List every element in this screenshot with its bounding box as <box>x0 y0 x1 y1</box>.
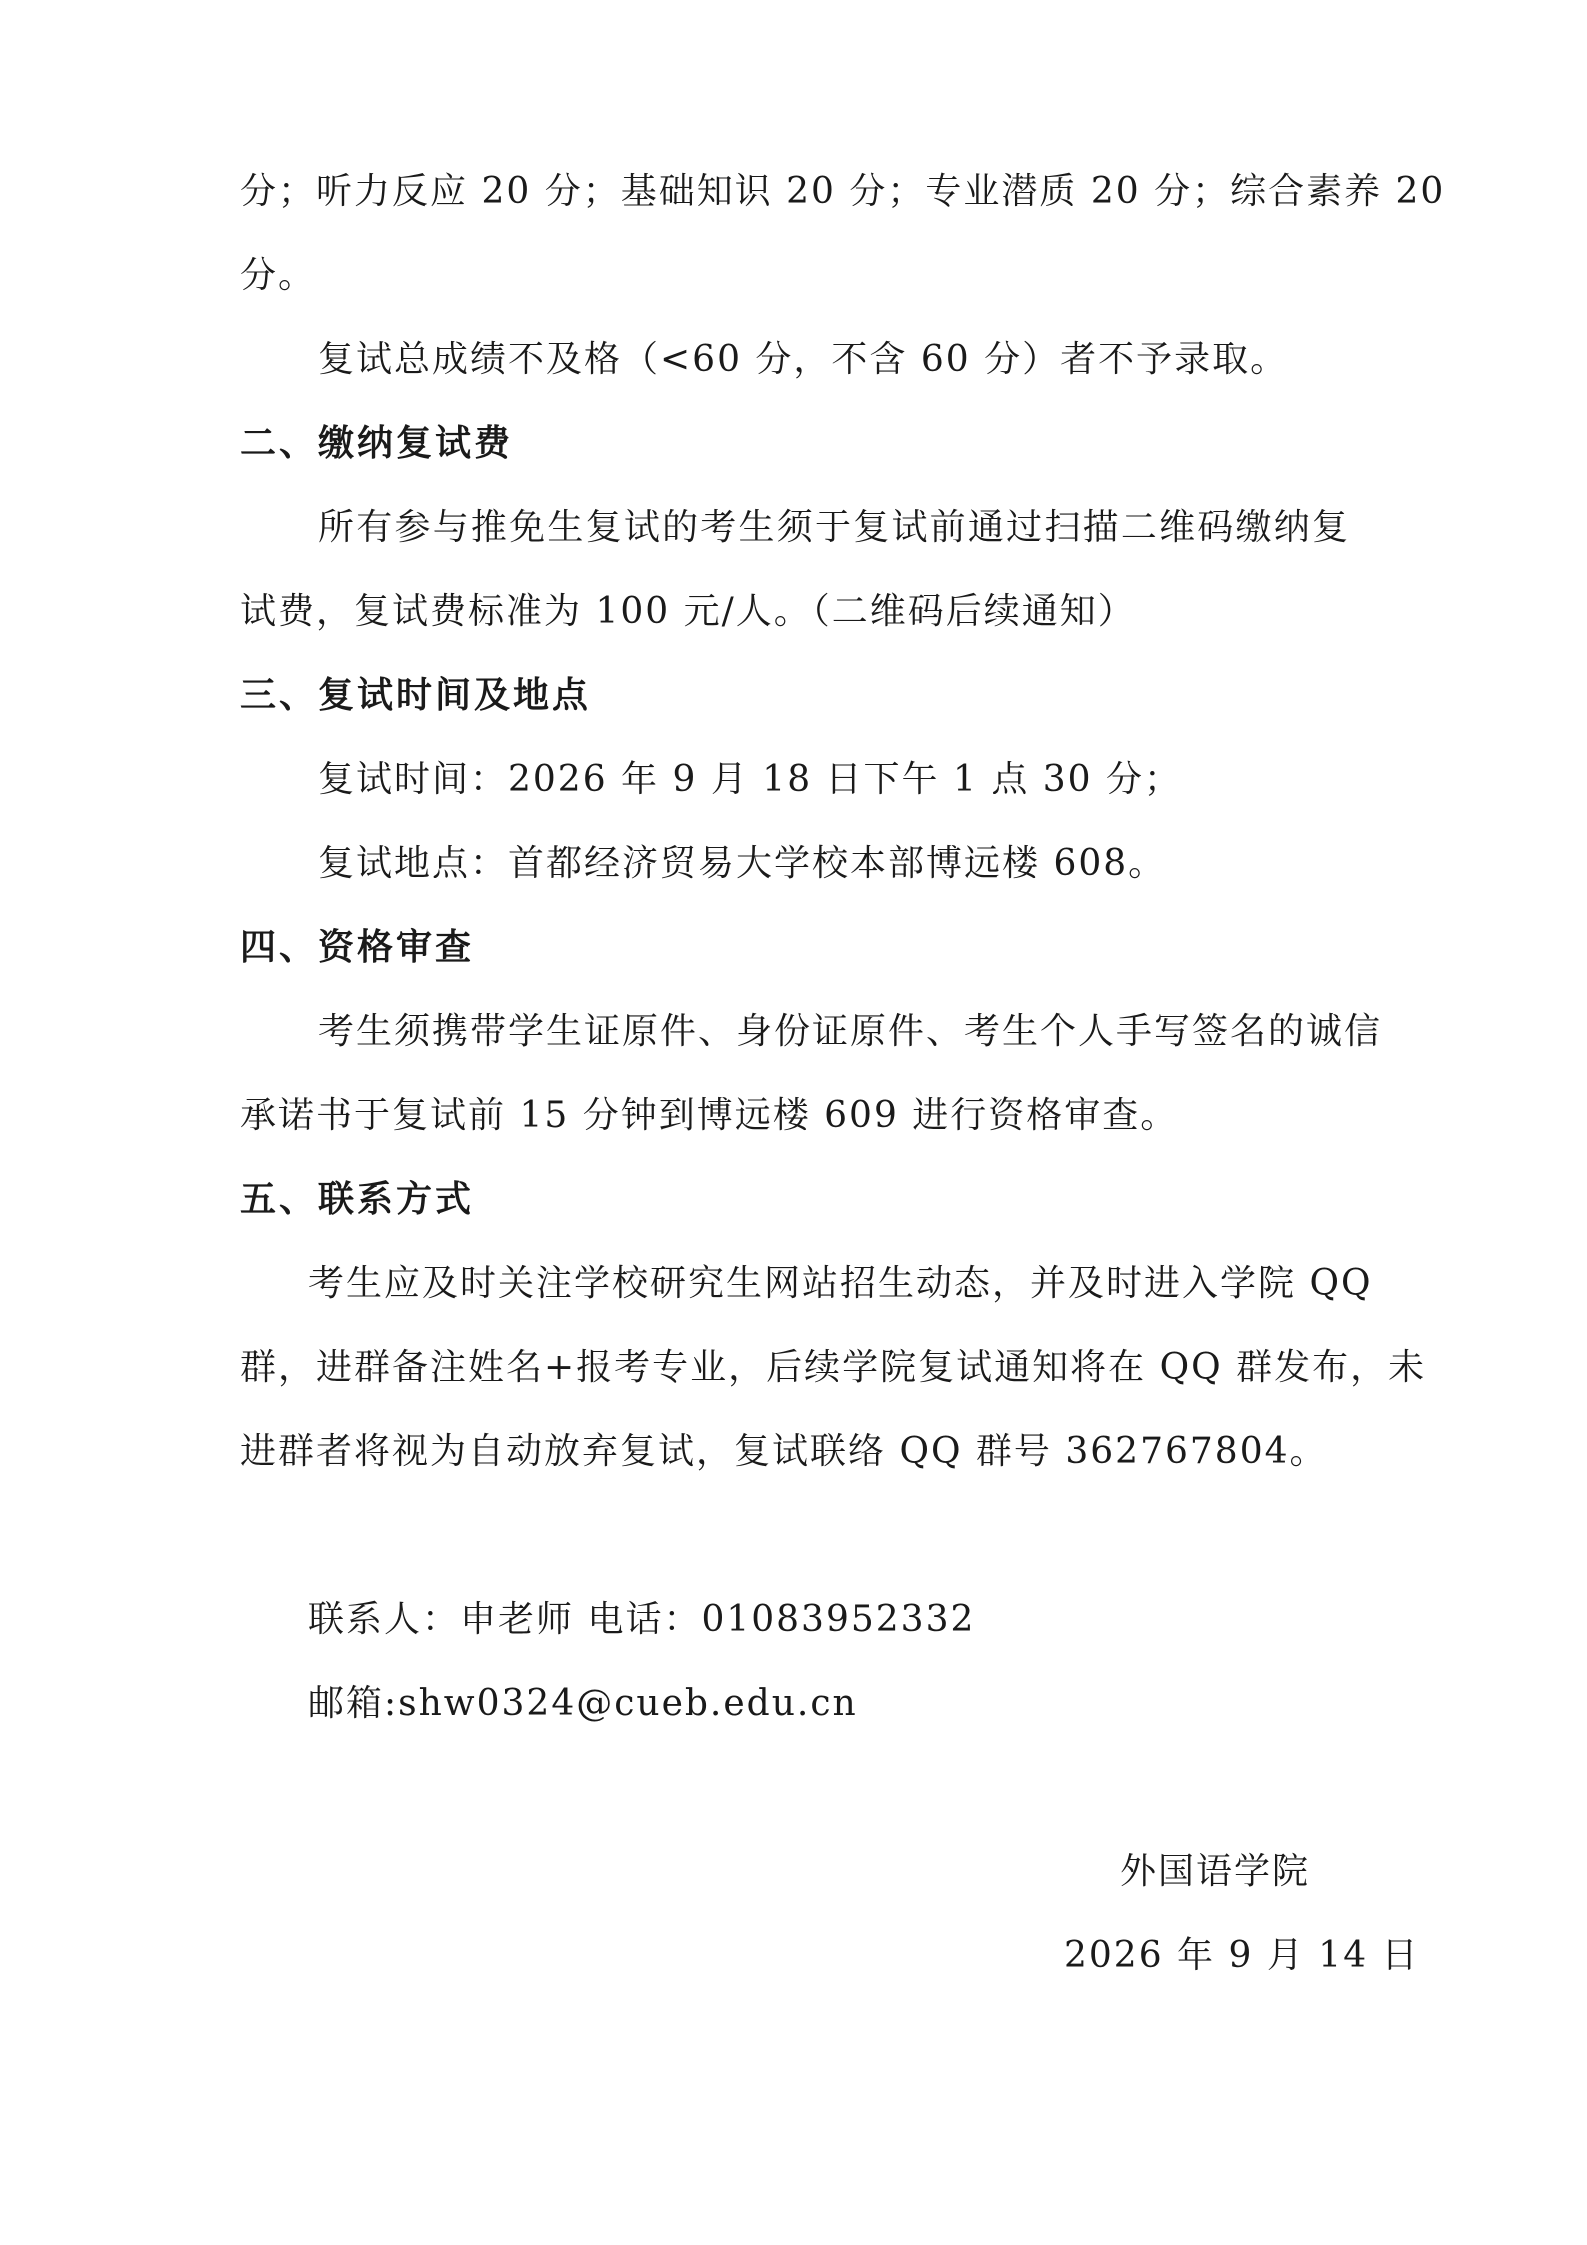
contact-paragraph-line-1: 考生应及时关注学校研究生网站招生动态，并及时进入学院 QQ <box>308 1263 1373 1304</box>
contact-person: 联系人：申老师 电话：01083952332 <box>308 1599 976 1640</box>
signature-date: 2026 年 9 月 14 日 <box>1064 1935 1420 1976</box>
qualification-line-1: 考生须携带学生证原件、身份证原件、考生个人手写签名的诚信 <box>318 1011 1383 1052</box>
section-heading-fee: 二、缴纳复试费 <box>240 423 514 464</box>
fee-paragraph-line-2: 试费，复试费标准为 100 元/人。（二维码后续通知） <box>240 591 1136 632</box>
fee-paragraph-line-1: 所有参与推免生复试的考生须于复试前通过扫描二维码缴纳复 <box>318 507 1350 548</box>
exam-time: 复试时间：2026 年 9 月 18 日下午 1 点 30 分； <box>318 759 1183 800</box>
score-continuation-line-2: 分。 <box>240 255 317 296</box>
exam-place: 复试地点：首都经济贸易大学校本部博远楼 608。 <box>318 843 1167 884</box>
fail-note: 复试总成绩不及格（<60 分，不含 60 分）者不予录取。 <box>318 339 1289 380</box>
contact-paragraph-line-3: 进群者将视为自动放弃复试，复试联络 QQ 群号 362767804。 <box>240 1431 1328 1472</box>
section-heading-time-place: 三、复试时间及地点 <box>240 675 592 716</box>
contact-paragraph-line-2: 群，进群备注姓名+报考专业，后续学院复试通知将在 QQ 群发布，未 <box>240 1347 1427 1388</box>
score-continuation-line-1: 分；听力反应 20 分；基础知识 20 分；专业潜质 20 分；综合素养 20 <box>240 171 1446 212</box>
qualification-line-2: 承诺书于复试前 15 分钟到博远楼 609 进行资格审查。 <box>240 1095 1179 1136</box>
section-heading-qualification: 四、资格审查 <box>240 927 475 968</box>
contact-email: 邮箱:shw0324@cueb.edu.cn <box>308 1683 858 1724</box>
section-heading-contact: 五、联系方式 <box>240 1179 475 1220</box>
signature-org: 外国语学院 <box>1120 1851 1311 1892</box>
